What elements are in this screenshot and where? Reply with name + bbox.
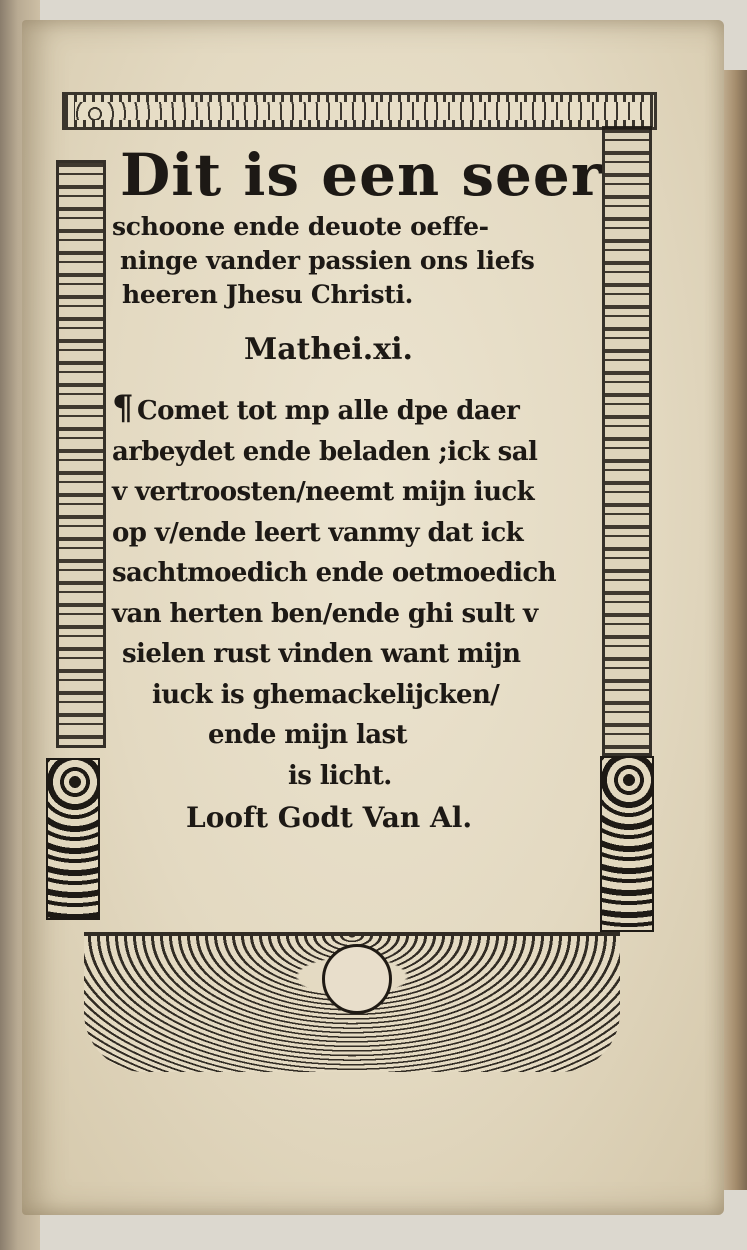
woodcut-knotwork-right <box>600 756 654 932</box>
title-page-text <box>112 140 602 840</box>
body-line-5: sachtmoedich ende oetmoedich <box>112 558 556 588</box>
body-line-3: v vertroosten/neemt mijn iuck <box>112 477 535 507</box>
subtitle-line-2: ninge vander passien ons liefs <box>120 246 535 275</box>
scripture-reference: Mathei.xi. <box>244 332 413 367</box>
body-line-10: is licht. <box>288 760 392 791</box>
woodcut-pillar-right <box>602 126 652 756</box>
cherub-head-ornament <box>322 944 392 1014</box>
body-line-7: sielen rust vinden want mijn <box>122 639 521 669</box>
pilcrow-mark: ¶ <box>112 388 134 428</box>
woodcut-knotwork-left <box>46 758 100 920</box>
body-line-4: op v/ende leert vanmy dat ick <box>112 517 524 548</box>
body-line-2: arbeydet ende beladen ;ick sal <box>112 436 538 467</box>
title-heading: Dit is een seer <box>120 141 603 209</box>
closing-motto: Looft Godt Van Al. <box>186 801 473 834</box>
subtitle-line-1: schoone ende deuote oeffe- <box>112 212 489 241</box>
woodcut-border-top <box>62 92 657 130</box>
body-line-6: van herten ben/ende ghi sult v <box>112 598 538 629</box>
body-line-9: ende mijn last <box>208 720 407 750</box>
body-line-1 <box>112 388 602 432</box>
woodcut-pillar-left <box>56 160 106 748</box>
subtitle-line-3: heeren Jhesu Christi. <box>122 280 414 309</box>
body-line-8: iuck is ghemackelijcken/ <box>152 679 500 710</box>
body-line-1-text: Comet tot mp alle dpe daer <box>137 396 520 426</box>
